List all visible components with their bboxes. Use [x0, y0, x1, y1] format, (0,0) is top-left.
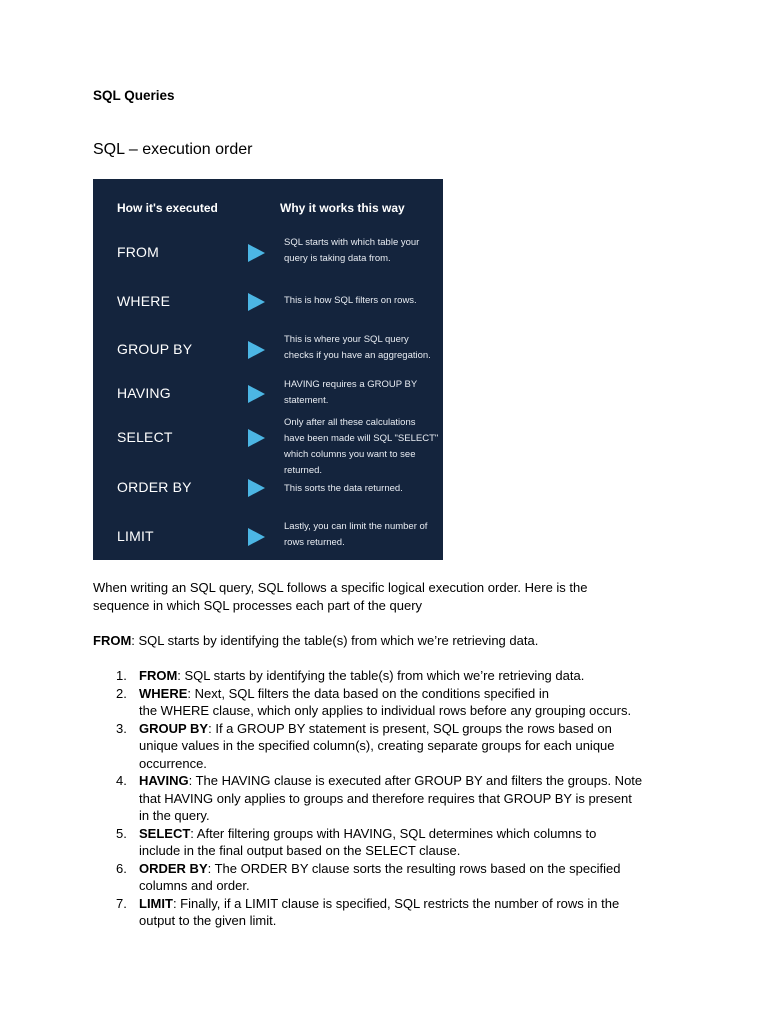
step-text: the WHERE clause, which only applies to individual rows before any grouping occurs. [139, 703, 632, 718]
figure-description-line: returned. [284, 465, 323, 476]
step-term: ORDER BY [139, 860, 208, 876]
figure-description-line: query is taking data from. [284, 253, 391, 264]
intro-line: sequence in which SQL processes each part of the query [93, 597, 423, 613]
step-text: : SQL starts by identifying the table(s) from which we’re retrieving data. [177, 668, 585, 683]
triangle-right-icon [248, 293, 265, 311]
figure-header-right: Why it works this way [280, 201, 405, 215]
list-item [93, 860, 693, 895]
figure-description [284, 235, 443, 267]
list-number: 6. [116, 860, 127, 876]
figure-description-line: This sorts the data returned. [284, 483, 403, 494]
figure-description-line: checks if you have an aggregation. [284, 350, 431, 361]
figure-keyword: HAVING [117, 385, 171, 401]
step-term: LIMIT [139, 895, 173, 911]
step-text: : Finally, if a LIMIT clause is specified, SQL restricts the number of rows in the [172, 895, 620, 911]
step-text: columns and order. [139, 878, 250, 893]
figure-keyword: FROM [117, 244, 160, 260]
step-text: : After filtering groups with HAVING, SQL determines which columns to [190, 825, 597, 841]
triangle-right-icon [248, 429, 265, 447]
execution-order-figure [93, 179, 443, 560]
figure-keyword: ORDER BY [117, 479, 192, 495]
list-number: 1. [116, 668, 127, 683]
list-number: 4. [116, 773, 127, 788]
step-term: SELECT [139, 825, 191, 841]
triangle-right-icon [248, 528, 265, 546]
list-item [93, 772, 693, 825]
step-text: : The HAVING clause is executed after GROUP BY and filters the groups. Note [188, 773, 643, 788]
step-term: FROM [139, 668, 178, 683]
step-term: GROUP BY [139, 720, 209, 736]
figure-description-line: HAVING requires a GROUP BY [284, 379, 418, 390]
list-item [93, 895, 693, 930]
list-item [93, 685, 693, 720]
from-note-text: : SQL starts by identifying the table(s) from which we’re retrieving data. [131, 633, 539, 648]
figure-description-line: statement. [284, 395, 329, 406]
figure-keyword: LIMIT [117, 528, 154, 544]
figure-description-line: This is where your SQL query [284, 334, 409, 345]
step-text: : If a GROUP BY statement is present, SQL groups the rows based on [208, 720, 612, 736]
from-note-term: FROM [93, 633, 132, 648]
execution-steps-list [93, 667, 693, 930]
step-text: : The ORDER BY clause sorts the resulting rows based on the specified [207, 860, 621, 876]
step-text: in the query. [139, 808, 210, 823]
document-subheading: SQL – execution order [93, 141, 253, 158]
step-text: output to the given limit. [139, 913, 277, 928]
step-text: : Next, SQL filters the data based on the conditions specified in [187, 685, 549, 701]
triangle-right-icon [248, 385, 265, 403]
step-text: occurrence. [139, 755, 207, 771]
list-item [93, 720, 693, 773]
figure-description-line: which columns you want to see [284, 449, 416, 460]
step-text: that HAVING only applies to groups and therefore requires that GROUP BY is present [139, 790, 632, 806]
figure-description-line: This is how SQL filters on rows. [284, 295, 417, 306]
figure-description-line: Lastly, you can limit the number of [284, 521, 428, 532]
intro-paragraph [93, 579, 693, 614]
figure-keyword: SELECT [117, 429, 173, 445]
figure-description-line: rows returned. [284, 537, 345, 548]
step-term: WHERE [139, 685, 188, 701]
list-number: 3. [116, 720, 127, 736]
figure-description-line: SQL starts with which table your [284, 237, 420, 248]
from-note-paragraph [93, 632, 693, 650]
intro-line: When writing an SQL query, SQL follows a specific logical execution order. Here is the [93, 580, 588, 595]
list-number: 5. [116, 825, 127, 841]
step-text: unique values in the specified column(s), creating separate groups for each unique [139, 738, 615, 753]
step-text: include in the final output based on the SELECT clause. [139, 843, 461, 858]
figure-description [284, 415, 443, 479]
figure-description-line: Only after all these calculations [284, 417, 416, 428]
figure-description [284, 332, 443, 364]
figure-description [284, 377, 443, 409]
figure-description-line: have been made will SQL "SELECT" [284, 433, 439, 444]
figure-keyword: GROUP BY [117, 341, 193, 357]
figure-description [284, 519, 443, 551]
list-number: 2. [116, 685, 127, 701]
figure-description [284, 481, 443, 497]
list-item [93, 667, 693, 685]
list-item [93, 825, 693, 860]
figure-keyword: WHERE [117, 293, 171, 309]
list-number: 7. [116, 895, 127, 911]
triangle-right-icon [248, 341, 265, 359]
step-term: HAVING [139, 773, 189, 788]
document-heading: SQL Queries [93, 88, 175, 103]
triangle-right-icon [248, 244, 265, 262]
figure-header-left: How it's executed [117, 201, 218, 215]
triangle-right-icon [248, 479, 265, 497]
figure-description [284, 293, 443, 309]
